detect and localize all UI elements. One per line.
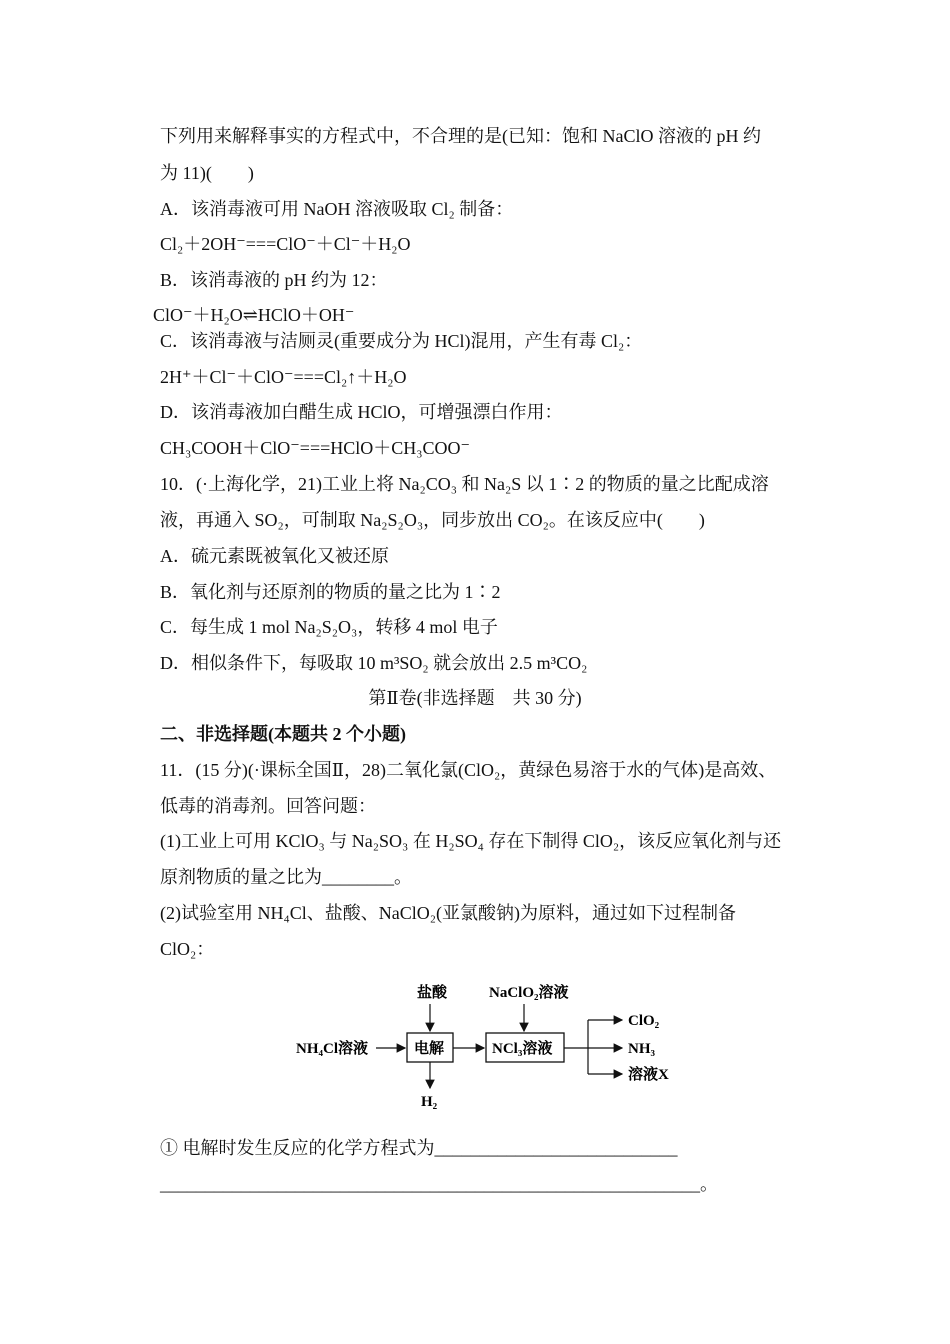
option-b: B．该消毒液的 pH 约为 12： [160, 270, 388, 290]
reactant-label: NH₄Cl溶液 [296, 1041, 368, 1057]
acid-label: 盐酸 [417, 985, 448, 1001]
nh3-label: NH₃ [628, 1041, 655, 1057]
clo2-label: ClO₂ [628, 1013, 660, 1029]
option-b-equation: ClO⁻＋H₂O⇌HClO＋OH⁻ [153, 305, 355, 325]
solution-x-label: 溶液X [628, 1067, 669, 1083]
naclo2-label: NaClO₂溶液 [489, 985, 569, 1001]
ncl3-label: NCl₃溶液 [492, 1041, 553, 1057]
question-9-stem-line-2: 为 11)( ) [160, 163, 254, 183]
question-11-part-2-line-2: ClO₂： [160, 939, 215, 959]
question-10-option-c: C．每生成 1 mol Na₂S₂O₃，转移 4 mol 电子 [160, 617, 498, 637]
question-11-part-2-line-1: (2)试验室用 NH₄Cl、盐酸、NaClO₂(亚氯酸钠)为原料，通过如下过程制备 [160, 903, 737, 923]
option-c-equation: 2H⁺＋Cl⁻＋ClO⁻===Cl₂↑＋H₂O [160, 367, 407, 387]
process-flow-diagram [0, 975, 950, 1120]
option-d: D．该消毒液加白醋生成 HClO，可增强漂白作用： [160, 402, 563, 422]
question-11-part-2-sub-1: ① 电解时发生反应的化学方程式为___________________________ [160, 1138, 678, 1158]
question-10-option-d: D．相似条件下，每吸取 10 m³SO₂ 就会放出 2.5 m³CO₂ [160, 653, 588, 673]
part-2-heading: 二、非选择题(本题共 2 个小题) [160, 724, 406, 744]
question-11-stem-line-1: 11．(15 分)(·课标全国Ⅱ，28)二氧化氯(ClO₂，黄绿色易溶于水的气体)是高效、 [160, 760, 777, 780]
answer-blank-line: ____________________________________________________________。 [160, 1174, 718, 1194]
option-a: A．该消毒液可用 NaOH 溶液吸取 Cl₂ 制备： [160, 199, 514, 219]
question-10-option-b: B．氧化剂与还原剂的物质的量之比为 1∶2 [160, 582, 501, 602]
h2-label: H₂ [421, 1094, 438, 1110]
question-10-stem-line-2: 液，再通入 SO₂，可制取 Na₂S₂O₃，同步放出 CO₂。在该反应中( ) [160, 510, 705, 530]
electrolysis-label: 电解 [414, 1041, 445, 1057]
question-11-stem-line-2: 低毒的消毒剂。回答问题： [160, 796, 376, 816]
question-10-option-a: A．硫元素既被氧化又被还原 [160, 546, 389, 566]
section-2-heading: 第Ⅱ卷(非选择题 共 30 分) [368, 688, 582, 708]
question-11-part-1-line-1: (1)工业上可用 KClO₃ 与 Na₂SO₃ 在 H₂SO₄ 存在下制得 ClO₂，该反应氧化剂与还 [160, 831, 782, 851]
option-d-equation: CH₃COOH＋ClO⁻===HClO＋CH₃COO⁻ [160, 438, 471, 458]
question-11-part-1-line-2: 原剂物质的量之比为________。 [160, 867, 412, 887]
option-a-equation: Cl₂＋2OH⁻===ClO⁻＋Cl⁻＋H₂O [160, 234, 411, 254]
question-10-stem-line-1: 10．(·上海化学，21)工业上将 Na₂CO₃ 和 Na₂S 以 1∶2 的物质的量之比配成溶 [160, 474, 769, 494]
question-9-stem-line-1: 下列用来解释事实的方程式中，不合理的是(已知：饱和 NaClO 溶液的 pH 约 [160, 126, 761, 146]
option-c: C．该消毒液与洁厕灵(重要成分为 HCl)混用，产生有毒 Cl₂： [160, 331, 643, 351]
